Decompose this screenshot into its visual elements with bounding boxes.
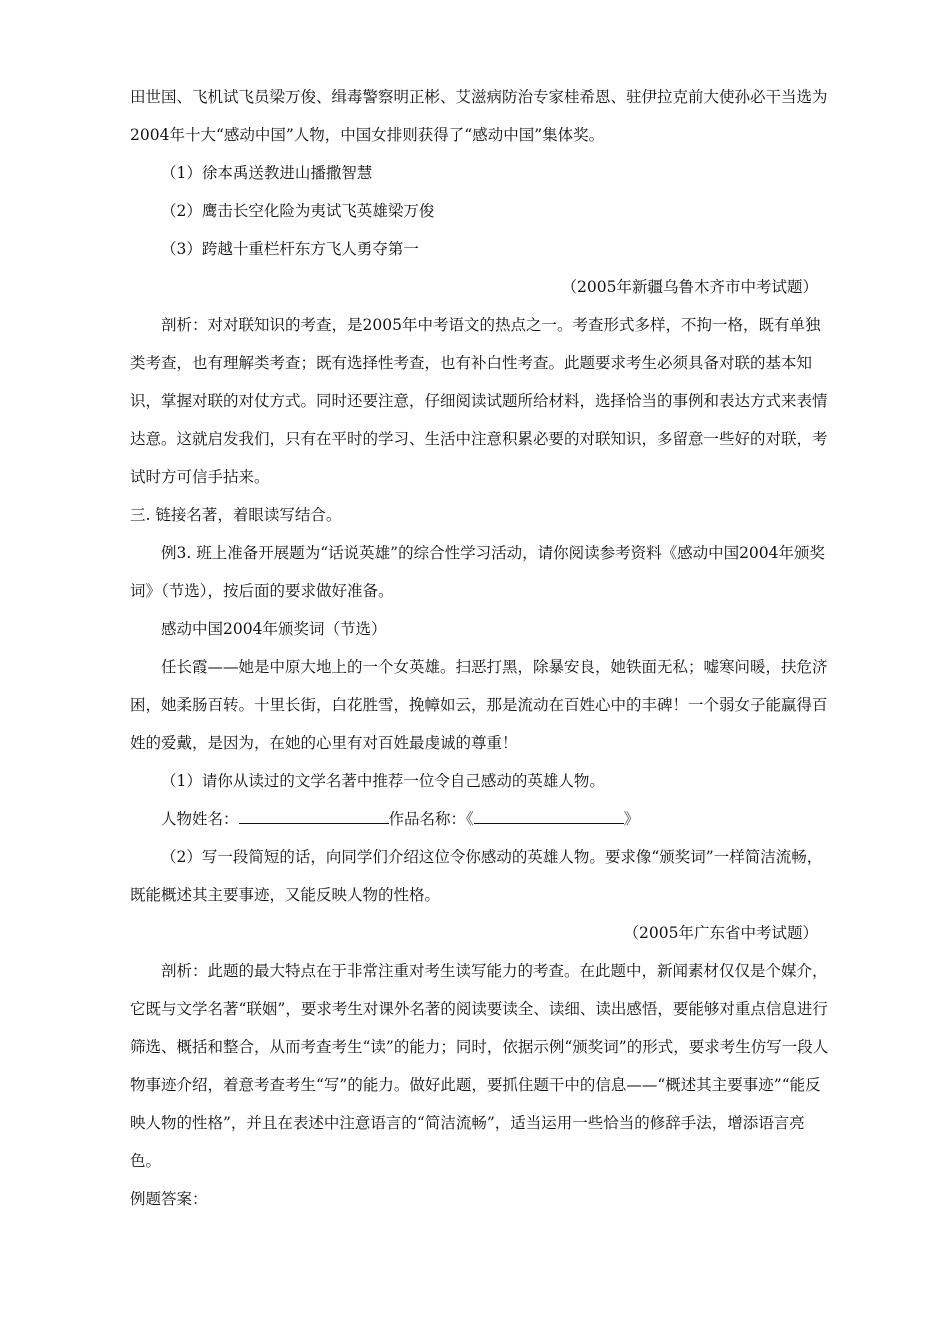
analysis-paragraph-1: 剖析：对对联知识的考查，是2005年中考语文的热点之一。考查形式多样，不拘一格，既有单独类考查，也有理解类考查；既有选择性考查，也有补白性考查。此题要求考生必须具备对联的基本知识，掌握对联的对仗方式。同时还要注意，仔细阅读试题所给材料，选择恰当的事例和表达方式来表情达意。这就启发我们，只有在平时的学习、生活中注意积累必要的对联知识，多留意一些好的对联，考试时方可信手拈来。 xyxy=(130,316,828,486)
source-citation-guangdong: （2005年广东省中考试题） xyxy=(623,924,818,942)
document-body xyxy=(130,78,830,1218)
name-label: 人物姓名： xyxy=(161,810,239,828)
work-close: 》 xyxy=(623,810,640,828)
question-2: （2）写一段简短的话，向同学们介绍这位令你感动的英雄人物。要求像“颁奖词”一样简洁流畅，既能概述其主要事迹，又能反映人物的性格。 xyxy=(130,848,823,904)
couplet-line-3: （3）跨越十重栏杆东方飞人勇夺第一 xyxy=(161,240,419,258)
name-blank xyxy=(239,805,389,824)
work-label: 作品名称：《 xyxy=(388,810,474,828)
example-3-prompt: 例3. 班上准备开展题为“话说英雄”的综合性学习活动，请你阅读参考资料《感动中国2004年颁奖词》（节选），按后面的要求做好准备。 xyxy=(130,544,826,600)
couplet-line-2: （2）鹰击长空化险为夷试飞英雄梁万俊 xyxy=(161,202,435,220)
award-speech-text: 任长霞——她是中原大地上的一个女英雄。扫恶打黑，除暴安良，她铁面无私；嘘寒问暖，扶危济困，她柔肠百转。十里长街，白花胜雪，挽幛如云，那是流动在百姓心中的丰碑！一个弱女子能赢得百姓的爱戴，是因为，在她的心里有对百姓最虔诚的尊重！ xyxy=(130,658,828,752)
couplet-line-1: （1）徐本禹送教进山播撒智慧 xyxy=(161,164,373,182)
section-heading-3: 三. 链接名著，着眼读写结合。 xyxy=(130,506,342,524)
work-blank xyxy=(474,805,624,824)
award-speech-title: 感动中国2004年颁奖词（节选） xyxy=(161,620,387,638)
analysis-paragraph-2: 剖析：此题的最大特点在于非常注重对考生读写能力的考查。在此题中，新闻素材仅仅是个媒介，它既与文学名著“联姻”，要求考生对课外名著的阅读要读全、读细、读出感悟，要能够对重点信息进行筛选、概括和整合，从而考查考生“读”的能力；同时，依据示例“颁奖词”的形式，要求考生仿写一段人物事迹介绍，着意考查考生“写”的能力。做好此题，要抓住题干中的信息——“概述其主要事迹”“能反映人物的性格”，并且在表述中注意语言的“简洁流畅”，适当运用一些恰当的修辞手法，增添语言亮色。 xyxy=(130,962,829,1170)
example-answer-heading: 例题答案： xyxy=(130,1190,208,1208)
fill-in-line xyxy=(130,800,830,838)
paragraph-awards-list: 田世国、飞机试飞员梁万俊、缉毒警察明正彬、艾滋病防治专家桂希恩、驻伊拉克前大使孙必干当选为2004年十大“感动中国”人物，中国女排则获得了“感动中国”集体奖。 xyxy=(130,88,828,144)
source-citation-xinjiang: （2005年新疆乌鲁木齐市中考试题） xyxy=(561,278,818,296)
question-1: （1）请你从读过的文学名著中推荐一位令自己感动的英雄人物。 xyxy=(161,772,605,790)
